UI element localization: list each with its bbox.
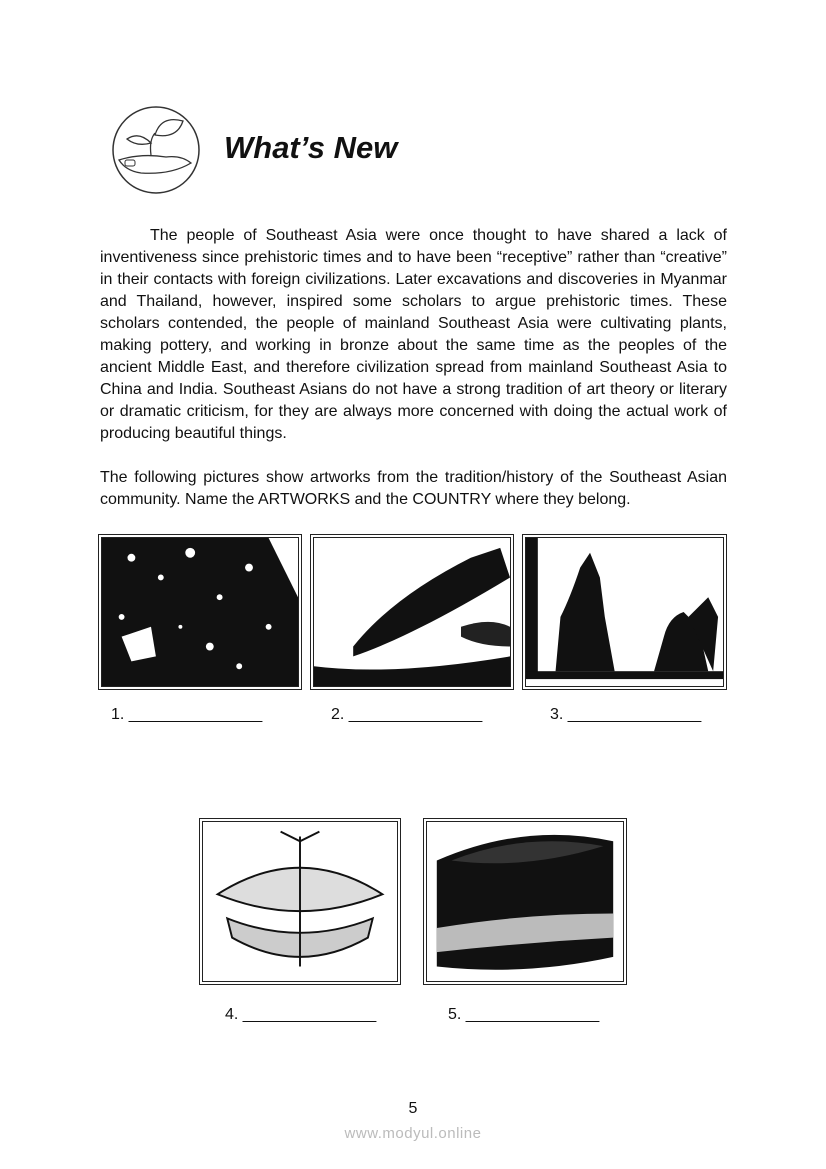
hand-holding-plant-icon <box>111 105 201 195</box>
answer-blank-3[interactable]: 3. _______________ <box>550 706 702 723</box>
intro-paragraph: The people of Southeast Asia were once thought to have shared a lack of inventiveness since prehistoric times and to have been “receptive” rather than “creative” in their contacts with foreign civilizations. Later excavations and discoveries in Myanmar and Thailand, however, inspired some scholars to argue prehistoric times. These scholars contended, the people of mainland Southeast Asia were cultivating plants, making pottery, and working in bronze about the same time as the peoples of the ancient Middle East, and therefore civilization spread from mainland Southeast Asia to China and India. Southeast Asians do not have a strong tradition of art theory or literary or dramatic criticism, for they are always more concerned with doing the actual work of producing beautiful things. <box>100 227 727 442</box>
answer-blank-1[interactable]: 1. _______________ <box>111 706 263 723</box>
page-number: 5 <box>408 1100 418 1117</box>
artwork-image-4 <box>199 818 401 985</box>
answer-blank-2[interactable]: 2. _______________ <box>331 706 483 723</box>
answer-blank-5[interactable]: 5. _______________ <box>448 1006 600 1023</box>
instructions-paragraph: The following pictures show artworks from the tradition/history of the Southeast Asian community. Name the ARTWORKS and the COUNTRY where they belong. <box>100 469 727 508</box>
artwork-image-5 <box>423 818 627 985</box>
artwork-image-1 <box>98 534 302 690</box>
artwork-image-3 <box>522 534 727 690</box>
section-title: What’s New <box>224 130 398 165</box>
answer-blank-4[interactable]: 4. _______________ <box>225 1006 377 1023</box>
artwork-image-2 <box>310 534 514 690</box>
watermark: www.modyul.online <box>344 1125 482 1142</box>
